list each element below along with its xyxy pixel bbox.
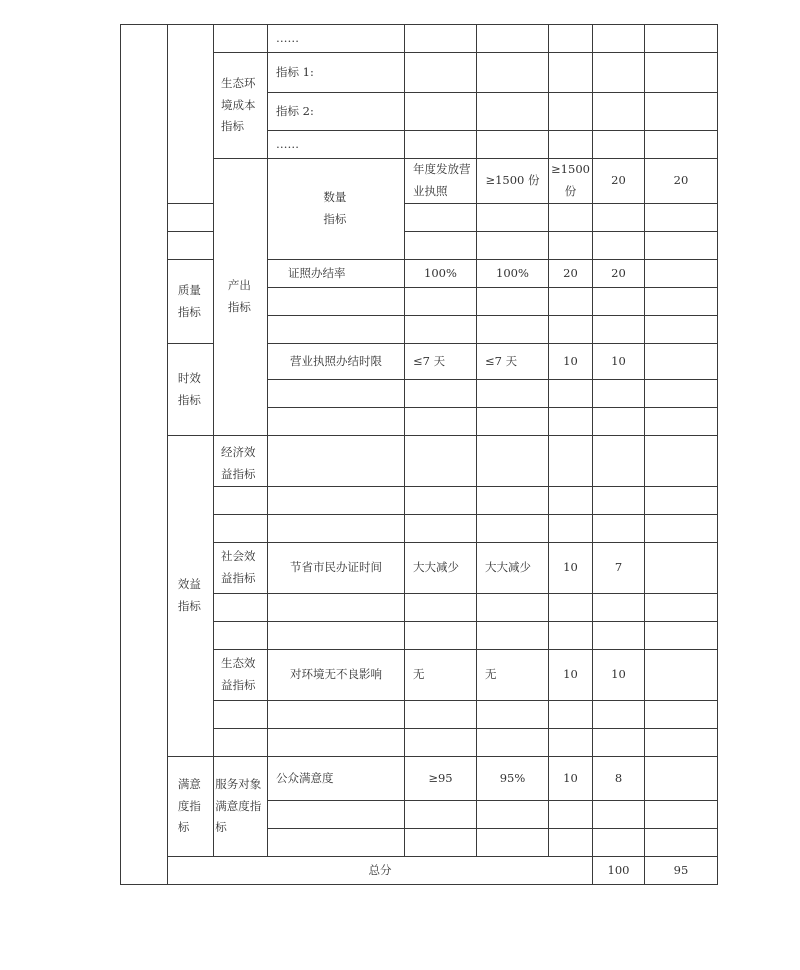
weight-value: 10 <box>549 543 593 594</box>
weight-value: 20 <box>549 260 593 288</box>
economic-benefit-label: 经济效益指标 <box>214 436 268 487</box>
performance-table <box>120 24 718 885</box>
indicator-name: 节省市民办证时间 <box>268 543 405 594</box>
score-value: 7 <box>593 543 645 594</box>
left-blank-cell <box>121 25 168 885</box>
actual-value: 95% <box>477 757 549 801</box>
total-label: 总分 <box>168 857 593 885</box>
service-satisfaction-label: 服务对象满意度指标 <box>214 757 268 857</box>
indicator-name: 年度发放营业执照 <box>405 159 477 204</box>
actual-value: ≥1500 份 <box>549 159 593 204</box>
score-value: 10 <box>593 650 645 701</box>
eco-benefit-label: 生态效益指标 <box>214 650 268 701</box>
table-row <box>121 344 718 380</box>
weight-value: 10 <box>549 757 593 801</box>
total-row <box>121 857 718 885</box>
ellipsis-text: …… <box>268 131 405 159</box>
table-row <box>121 204 718 232</box>
actual-value: ≤7 天 <box>477 344 549 380</box>
indicator-name: 营业执照办结时限 <box>268 344 405 380</box>
score-value: 10 <box>593 344 645 380</box>
actual-value: 100% <box>477 260 549 288</box>
target-value: ≥1500 份 <box>477 159 549 204</box>
social-benefit-label: 社会效益指标 <box>214 543 268 594</box>
quality-label: 质量指标 <box>168 260 214 344</box>
target-value: 无 <box>405 650 477 701</box>
target-value: ≤7 天 <box>405 344 477 380</box>
indicator-name: 证照办结率 <box>268 260 405 288</box>
table-row <box>121 260 718 288</box>
eco-cost-indicator-2: 指标 2: <box>268 93 405 131</box>
ellipsis-text: …… <box>268 25 405 53</box>
score-value: 8 <box>593 757 645 801</box>
output-label: 产出指标 <box>214 159 268 436</box>
table-row <box>121 757 718 801</box>
weight-value: 20 <box>593 159 645 204</box>
indicator-name: 公众满意度 <box>268 757 405 801</box>
cost-category-cell <box>168 25 214 204</box>
total-weight: 100 <box>593 857 645 885</box>
score-value: 20 <box>645 159 718 204</box>
table-row <box>121 232 718 260</box>
benefit-label: 效益指标 <box>168 436 214 757</box>
actual-value: 无 <box>477 650 549 701</box>
eco-cost-label: 生态环境成本指标 <box>214 53 268 159</box>
timeliness-label: 时效指标 <box>168 344 214 436</box>
satisfaction-label: 满意度指标 <box>168 757 214 857</box>
eco-cost-indicator-1: 指标 1: <box>268 53 405 93</box>
target-value: 大大减少 <box>405 543 477 594</box>
total-score: 95 <box>645 857 718 885</box>
table-row <box>121 25 718 53</box>
quantity-label: 数量指标 <box>268 159 405 260</box>
blank-cell <box>214 25 268 53</box>
actual-value: 大大减少 <box>477 543 549 594</box>
weight-value: 10 <box>549 650 593 701</box>
target-value: ≥95 <box>405 757 477 801</box>
target-value: 100% <box>405 260 477 288</box>
table-row <box>121 436 718 487</box>
score-value: 20 <box>593 260 645 288</box>
indicator-name: 对环境无不良影响 <box>268 650 405 701</box>
weight-value: 10 <box>549 344 593 380</box>
